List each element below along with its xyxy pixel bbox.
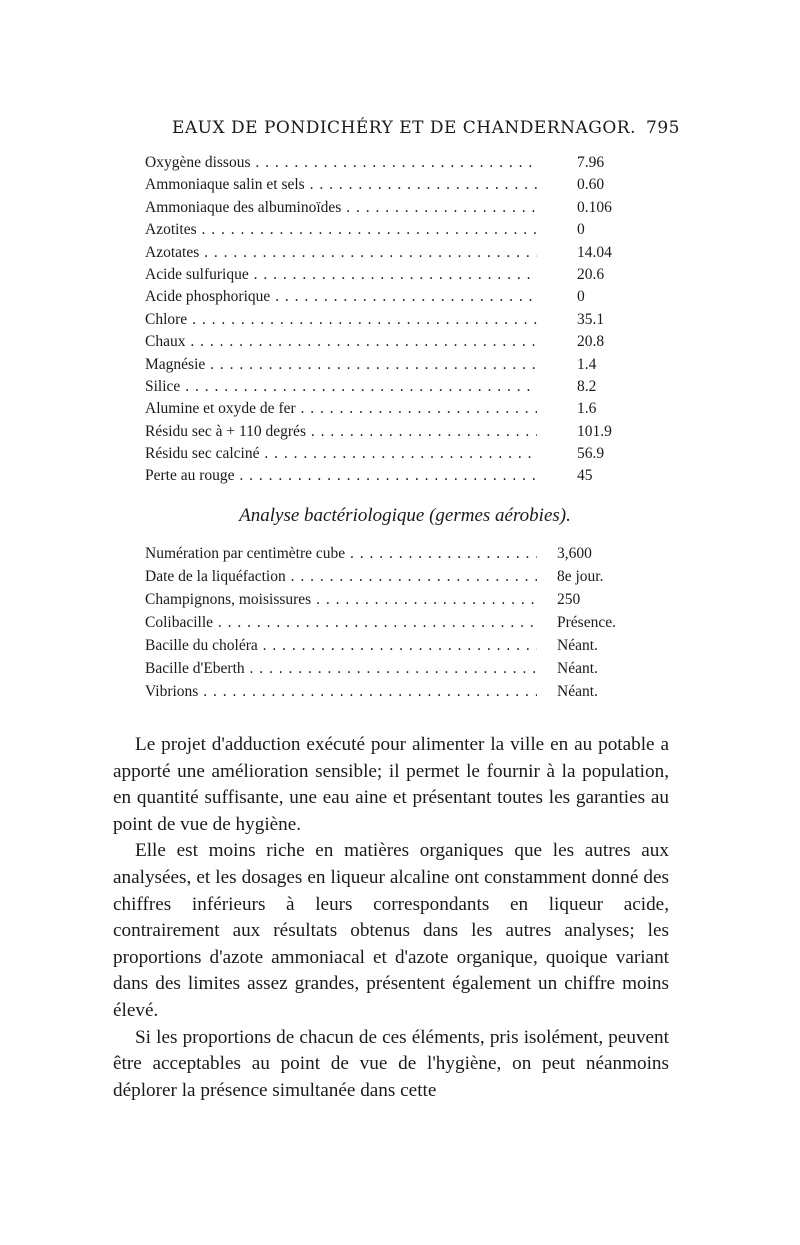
bacteriological-analysis-table [145, 542, 635, 703]
row-label: Résidu sec calciné . . . [145, 443, 537, 465]
row-value: 20.8 [577, 333, 605, 351]
row-label: Vibrions . . . [145, 680, 537, 703]
table-row [145, 264, 635, 286]
row-value: 0.60 [577, 176, 605, 194]
row-value: 45 [577, 467, 593, 485]
table-row [145, 465, 635, 487]
table-row [145, 286, 635, 308]
table-row [145, 152, 635, 174]
row-value: Néant. [557, 660, 598, 677]
row-value: 0.106 [577, 198, 612, 216]
row-label: Acide sulfurique . . . [145, 264, 537, 286]
row-value: 8.2 [577, 377, 597, 395]
row-value: Présence. [557, 614, 616, 631]
table-row [145, 611, 635, 634]
row-value: 101.9 [577, 422, 612, 440]
row-label: Oxygène dissous . . . [145, 152, 537, 174]
row-value: 56.9 [577, 445, 605, 463]
row-label: Chlore . . . [145, 309, 537, 331]
table-row [145, 680, 635, 703]
bacteriological-analysis-title: Analyse bactériologique (germes aérobies). [239, 505, 571, 526]
row-value: 1.4 [577, 355, 597, 373]
row-value: 8e jour. [557, 568, 604, 585]
body-text [113, 732, 669, 1104]
table-row [145, 242, 635, 264]
row-label: Alumine et oxyde de fer . . . [145, 398, 537, 420]
table-row [145, 443, 635, 465]
row-label: Azotates . . . [145, 242, 537, 264]
table-row [145, 219, 635, 241]
row-value: 14.04 [577, 243, 612, 261]
row-label: Magnésie . . . [145, 354, 537, 376]
row-label: Ammoniaque des albuminoïdes . . . [145, 197, 537, 219]
table-row [145, 657, 635, 680]
row-label: Bacille du choléra . . . [145, 634, 537, 657]
row-value: 0 [577, 288, 585, 306]
row-value: Néant. [557, 637, 598, 654]
row-value: 250 [557, 591, 581, 608]
table-row [145, 197, 635, 219]
table-row [145, 588, 635, 611]
table-row [145, 376, 635, 398]
running-header [120, 118, 680, 146]
table-row [145, 634, 635, 657]
row-label: Silice . . . [145, 376, 537, 398]
table-row [145, 331, 635, 353]
row-value: 20.6 [577, 265, 605, 283]
page-header-title: EAUX DE PONDICHÉRY ET DE CHANDERNAGOR. [172, 118, 636, 138]
row-label: Colibacille . . . [145, 611, 537, 634]
paragraph: Elle est moins riche en matières organiques que les autres aux analysées, et les dosages en liqueur alcaline ont constamment donné des chiffres inférieurs à leurs correspondants en liqueur acide, contrairement aux résultats obtenus dans les autres analyses; les proportions d'azote ammoniacal et d'azote organique, quoique variant dans des limites assez grandes, présentent également un chiffre moins élevé. [113, 840, 669, 1021]
chemical-analysis-table [145, 152, 635, 488]
row-value: 3,600 [557, 545, 592, 562]
row-value: 1.6 [577, 400, 597, 418]
row-label: Résidu sec à + 110 degrés . . . [145, 421, 537, 443]
row-label: Bacille d'Eberth . . . [145, 657, 537, 680]
row-label: Acide phosphorique . . . [145, 286, 537, 308]
row-label: Perte au rouge . . . [145, 465, 537, 487]
paragraph: Le projet d'adduction exécuté pour alimenter la ville en au potable a apporté une amélioration sensible; il permet le fournir à la population, en quantité suffisante, une eau aine et présentant toutes les garanties au point de vue de hygiène. [113, 734, 669, 835]
row-label: Chaux . . . [145, 331, 537, 353]
table-row [145, 542, 635, 565]
table-row [145, 421, 635, 443]
row-value: 7.96 [577, 154, 605, 171]
row-value: 0 [577, 221, 585, 239]
table-row [145, 354, 635, 376]
row-value: 35.1 [577, 310, 605, 328]
row-label: Numération par centimètre cube . . . [145, 542, 537, 565]
row-value: Néant. [557, 683, 598, 700]
row-label: Date de la liquéfaction . . . [145, 565, 537, 588]
paragraph: Si les proportions de chacun de ces éléments, pris isolément, peuvent être acceptables au point de vue de l'hygiène, on peut néanmoins déplorer la présence simultanée dans cette [113, 1026, 669, 1101]
row-label: Ammoniaque salin et sels . . . [145, 174, 537, 196]
table-row [145, 309, 635, 331]
table-row [145, 174, 635, 196]
table-row [145, 398, 635, 420]
row-label: Champignons, moisissures . . . [145, 588, 537, 611]
page-number: 795 [646, 118, 680, 138]
row-label: Azotites . . . [145, 219, 537, 241]
table-row [145, 565, 635, 588]
